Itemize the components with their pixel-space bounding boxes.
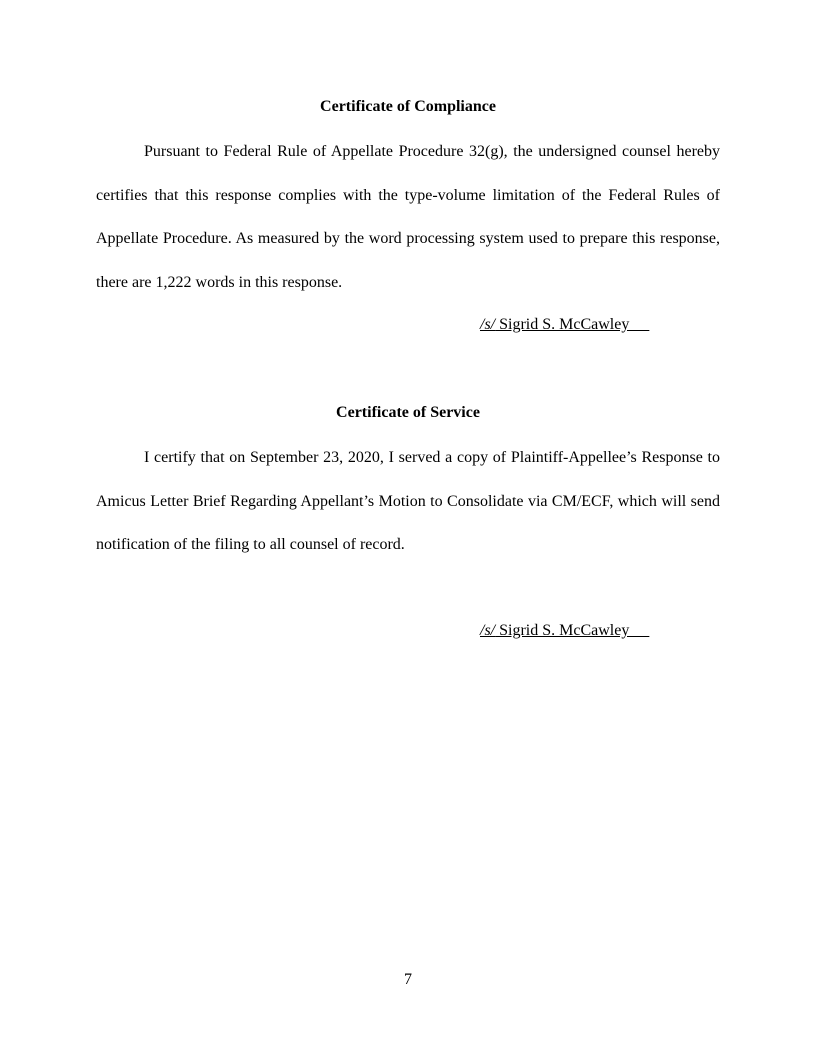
page-number: 7	[404, 971, 412, 988]
compliance-signature-name: Sigrid S. McCawley	[495, 316, 650, 333]
service-signature-prefix: /s/	[480, 622, 496, 639]
service-body: I certify that on September 23, 2020, I served a copy of Plaintiff-Appellee’s Response to Amicus Letter Brief Regarding Appellant’s Motion to Consolidate via CM/ECF, which will send notification of the filing to all counsel of record.	[96, 449, 720, 553]
compliance-signature-prefix: /s/	[480, 316, 496, 333]
service-heading: Certificate of Service	[336, 404, 480, 421]
compliance-body: Pursuant to Federal Rule of Appellate Procedure 32(g), the undersigned counsel hereby certifies that this response complies with the type-volume limitation of the Federal Rules of Appellate Procedure. As measured by the word processing system used to prepare this response, there are 1,222 words in this response.	[96, 143, 720, 291]
service-signature-name: Sigrid S. McCawley	[495, 622, 650, 639]
compliance-signature	[480, 315, 694, 335]
service-signature	[480, 621, 694, 641]
compliance-heading: Certificate of Compliance	[320, 98, 496, 115]
